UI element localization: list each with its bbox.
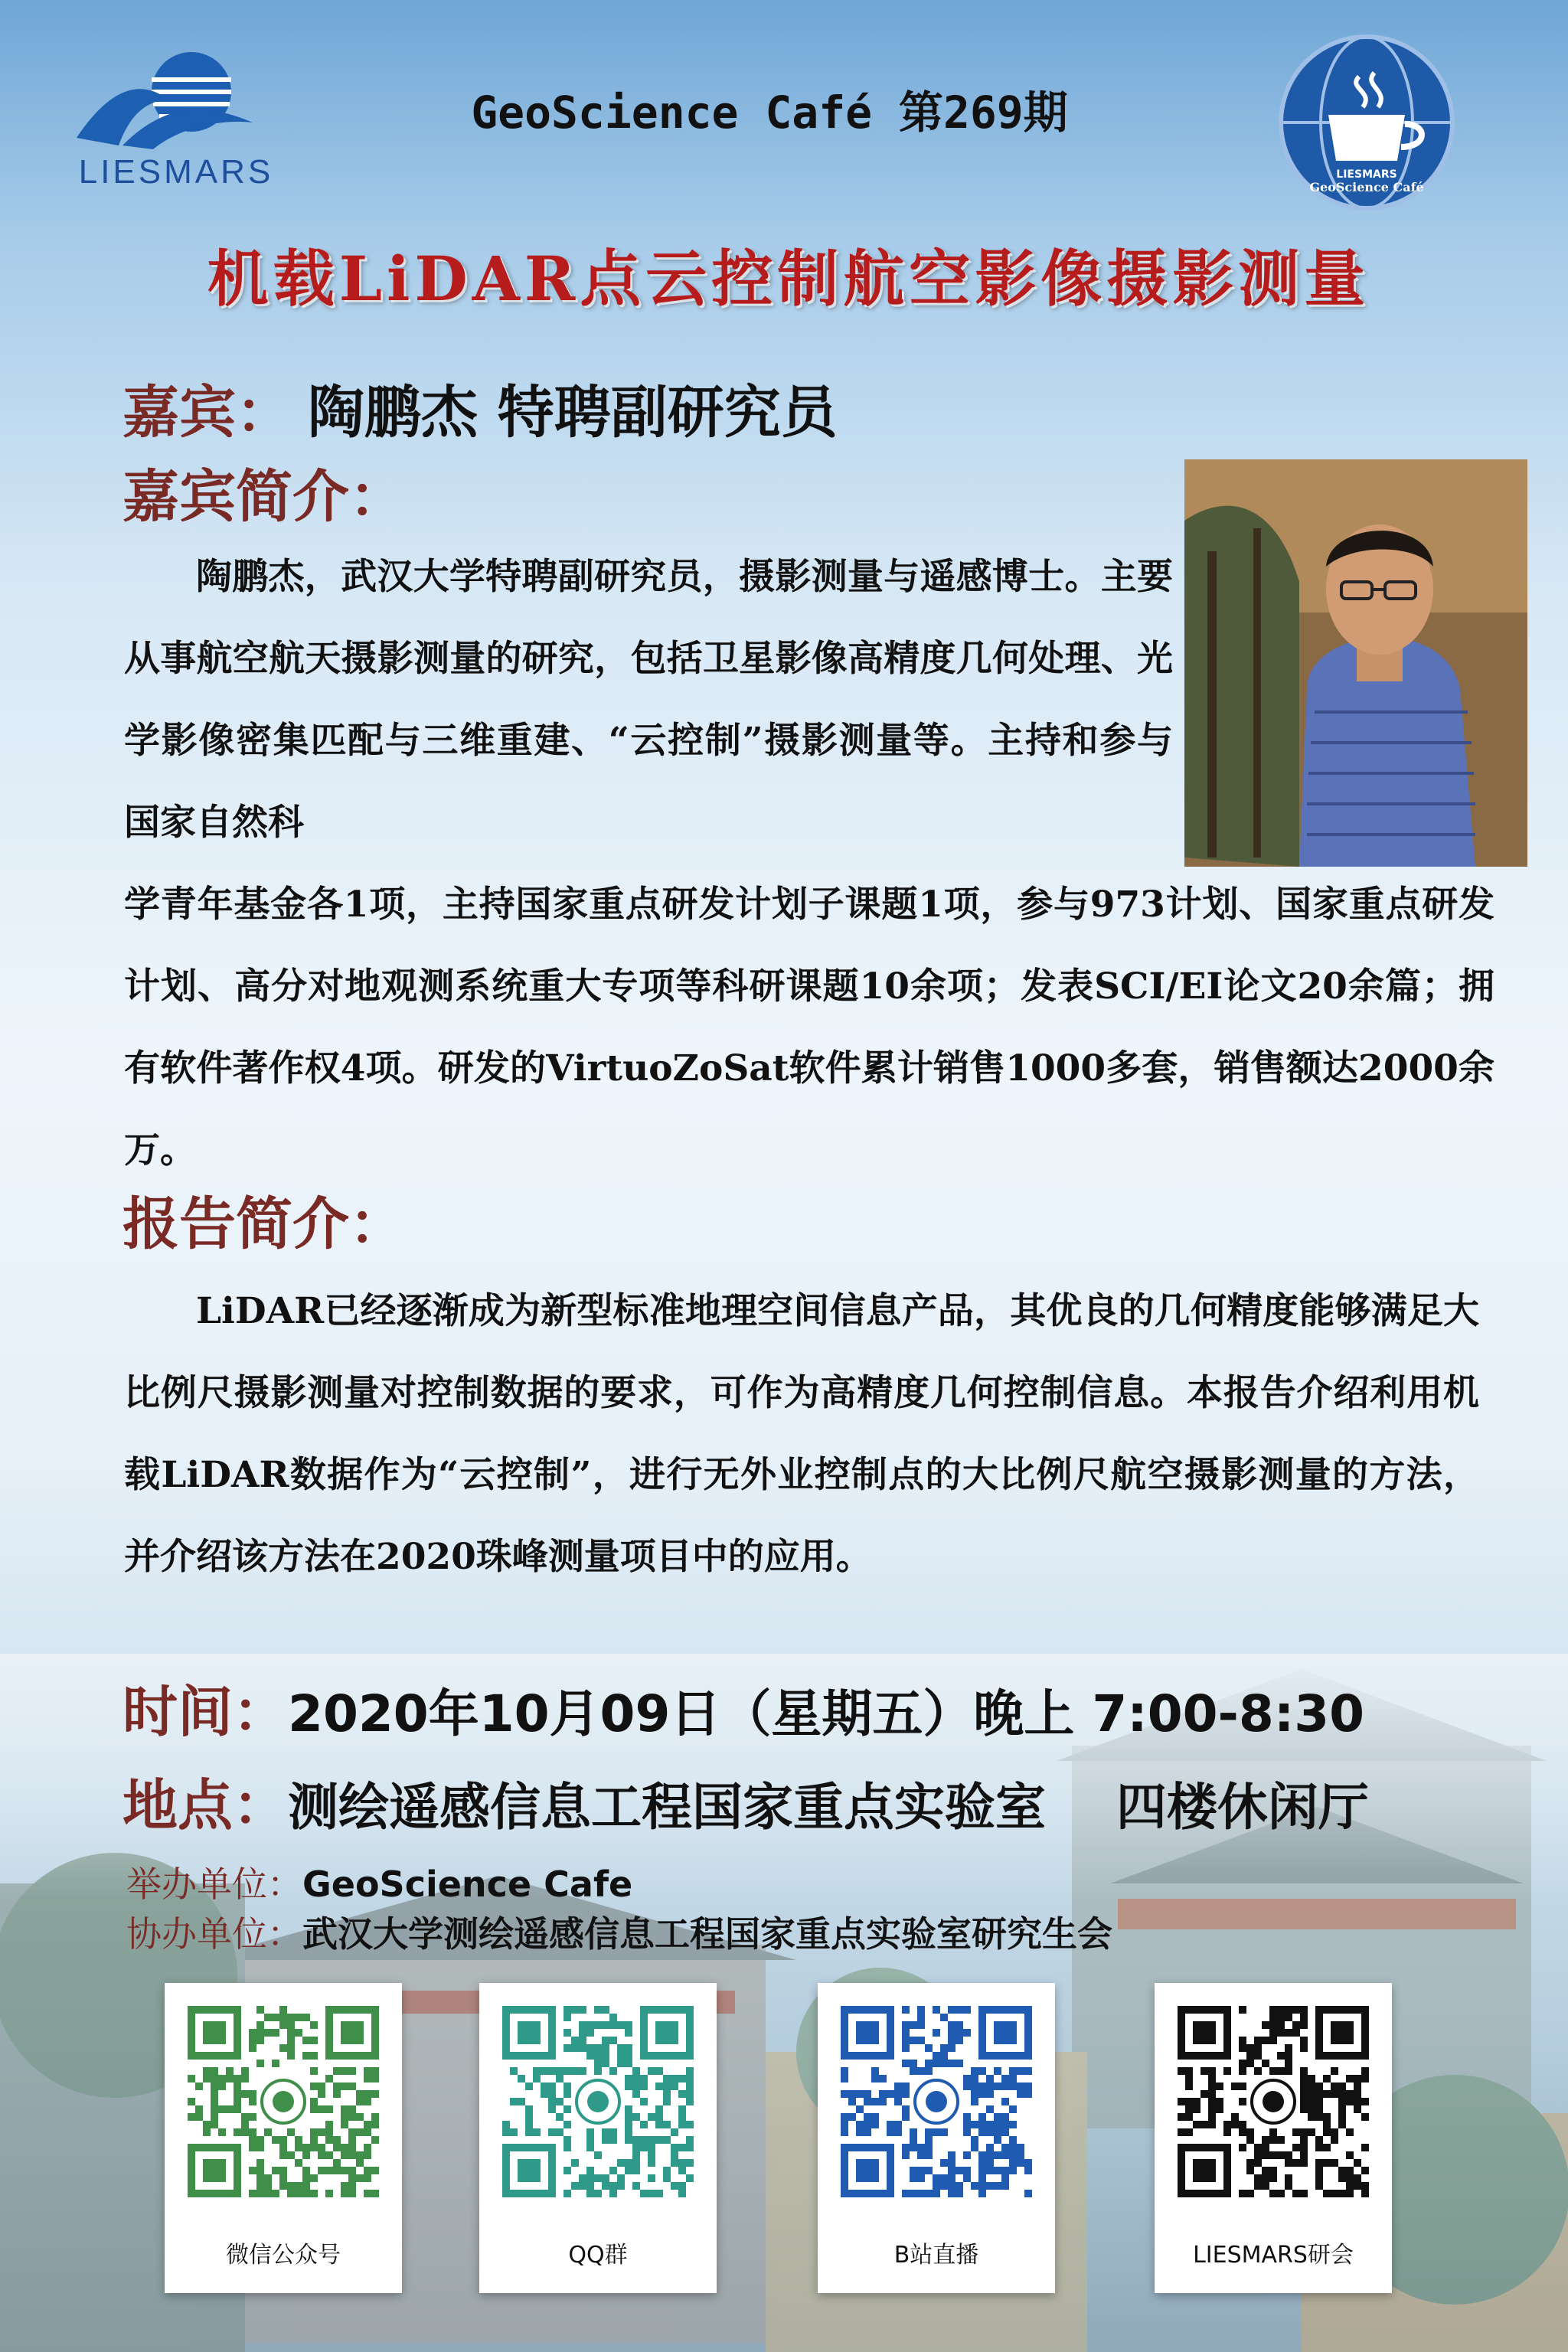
guest-label: 嘉宾： — [122, 380, 292, 446]
co-organizer-line — [126, 1906, 1112, 1957]
qr-card-wechat[interactable] — [165, 1983, 402, 2293]
place-label: 地点： — [122, 1772, 289, 1838]
qr-finder-pattern — [978, 2006, 1032, 2060]
qr-finder-pattern — [188, 2144, 241, 2197]
qr-finder-pattern — [188, 2006, 241, 2060]
right-logo-text-1: LIESMARS — [1336, 168, 1397, 181]
time-line — [122, 1668, 1364, 1747]
issue-title: GeoScience Café 第269期 — [471, 87, 1068, 139]
qr-finder-pattern — [1178, 2006, 1231, 2060]
guest-line — [122, 368, 838, 449]
organizer-label: 举办单位： — [126, 1864, 302, 1905]
report-text: LiDAR已经逐渐成为新型标准地理空间信息产品，其优良的几何精度能够满足大比例尺摄影测量对控制数据的要求，可作为高精度几何控制信息。本报告介绍利用机载LiDAR数据作为“云控制”，进行无外业控制点的大比例尺航空摄影测量的方法，并介绍该方法在2020珠峰测量项目中的应用。 — [124, 1290, 1479, 1578]
liesmars-wave-globe-icon — [77, 46, 276, 153]
bio-text-full: 学青年基金各1项，主持国家重点研发计划子课题1项，参与973计划、国家重点研发计划、高分对地观测系统重大专项等科研课题10余项；发表SCI/EI论文20余篇；拥有软件著作权4项。研发的VirtuoZoSat软件累计销售1000多套，销售额达2000余万。 — [124, 884, 1494, 1171]
liesmars-logo-text: LIESMARS — [78, 153, 274, 191]
report-label: 报告简介： — [122, 1191, 406, 1257]
place-value: 测绘遥感信息工程国家重点实验室 四楼休闲厅 — [288, 1778, 1369, 1837]
bilibili-qr-code[interactable] — [833, 1998, 1040, 2205]
co-organizer-label: 协办单位： — [126, 1913, 302, 1955]
qr-label-liesmars: LIESMARS研会 — [1193, 2242, 1354, 2269]
qr-finder-pattern — [325, 2006, 379, 2060]
wechat-qr-code[interactable] — [180, 1998, 387, 2205]
guest-name: 陶鹏杰 特聘副研究员 — [308, 380, 838, 446]
qr-card-bilibili[interactable] — [818, 1983, 1055, 2293]
qr-card-liesmars[interactable] — [1155, 1983, 1392, 2293]
bio-label: 嘉宾简介： — [122, 464, 406, 530]
liesmars-logo — [77, 46, 276, 199]
qr-finder-pattern — [502, 2006, 556, 2060]
time-label: 时间： — [122, 1679, 289, 1744]
time-value: 2020年10月09日（星期五）晚上 7:00-8:30 — [288, 1684, 1365, 1743]
qq-qr-code[interactable] — [495, 1998, 701, 2205]
qr-label-bilibili: B站直播 — [893, 2242, 979, 2269]
qr-finder-pattern — [502, 2144, 556, 2197]
qr-label-wechat: 微信公众号 — [226, 2242, 341, 2269]
co-organizer-value: 武汉大学测绘遥感信息工程国家重点实验室研究生会 — [302, 1913, 1112, 1955]
qr-card-qq[interactable] — [479, 1983, 717, 2293]
guest-photo — [1184, 459, 1527, 867]
bio-text-wrapped: 陶鹏杰，武汉大学特聘副研究员，摄影测量与遥感博士。主要从事航空航天摄影测量的研究，包括卫星影像高精度几何处理、光学影像密集匹配与三维重建、“云控制”摄影测量等。主持和参与国家自然科 — [124, 556, 1173, 844]
place-line — [122, 1761, 1369, 1841]
qr-finder-pattern — [841, 2144, 894, 2197]
lecture-title: 机载LiDAR点云控制航空影像摄影测量 — [207, 243, 1370, 315]
geoscience-cafe-logo — [1275, 31, 1459, 214]
liesmars-qr-code[interactable] — [1170, 1998, 1377, 2205]
organizer-line — [126, 1857, 632, 1907]
right-logo-text-2: GeoScience Café — [1309, 180, 1424, 194]
organizer-value: GeoScience Cafe — [302, 1864, 633, 1905]
qr-finder-pattern — [841, 2006, 894, 2060]
qr-label-qq: QQ群 — [568, 2242, 628, 2269]
globe-coffee-cup-icon — [1275, 31, 1459, 214]
qr-finder-pattern — [1178, 2144, 1231, 2197]
qr-finder-pattern — [640, 2006, 694, 2060]
qr-finder-pattern — [1315, 2006, 1369, 2060]
